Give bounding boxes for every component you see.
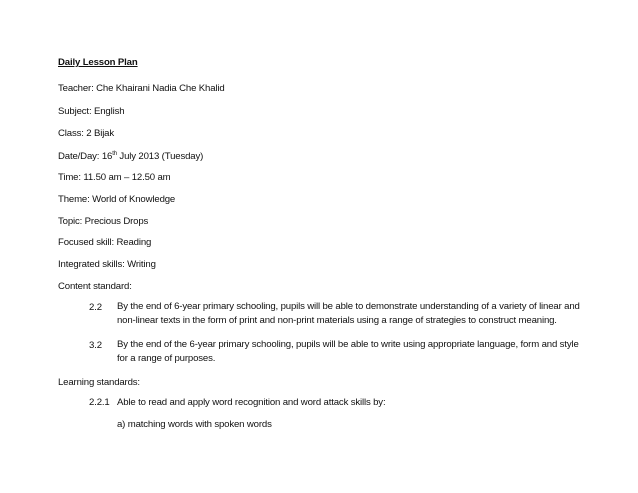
content-standard-text: By the end of the 6-year primary schooling, pupils will be able to write using appropriate language, form and style for a range of purposes.	[117, 339, 579, 364]
topic-line: Topic: Precious Drops	[58, 216, 149, 227]
learning-standard-sub-item: a) matching words with spoken words	[117, 419, 272, 430]
date-prefix: Date/Day: 16	[58, 151, 113, 162]
theme-line: Theme: World of Knowledge	[58, 194, 176, 205]
learning-standard-number: 2.2.1	[89, 397, 110, 408]
content-standard-label: Content standard:	[58, 281, 132, 292]
document-title: Daily Lesson Plan	[58, 57, 138, 68]
time-line: Time: 11.50 am – 12.50 am	[58, 172, 171, 183]
date-superscript: th	[112, 151, 117, 157]
teacher-line: Teacher: Che Khairani Nadia Che Khalid	[58, 83, 225, 94]
learning-standard-text: Able to read and apply word recognition and word attack skills by:	[117, 397, 386, 408]
date-line	[58, 151, 203, 163]
date-suffix: July 2013 (Tuesday)	[116, 151, 204, 162]
content-standard-number: 2.2	[89, 302, 102, 313]
learning-standards-label: Learning standards:	[58, 377, 140, 388]
subject-line: Subject: English	[58, 106, 125, 117]
content-standard-text: By the end of 6-year primary schooling, pupils will be able to demonstrate understanding of a variety of linear and non-linear texts in the form of print and non-print materials using a range of strategies to construct meaning.	[117, 301, 580, 326]
content-standard-number: 3.2	[89, 340, 102, 351]
integrated-skills-line: Integrated skills: Writing	[58, 259, 156, 270]
focused-skill-line: Focused skill: Reading	[58, 237, 152, 248]
class-line: Class: 2 Bijak	[58, 128, 115, 139]
